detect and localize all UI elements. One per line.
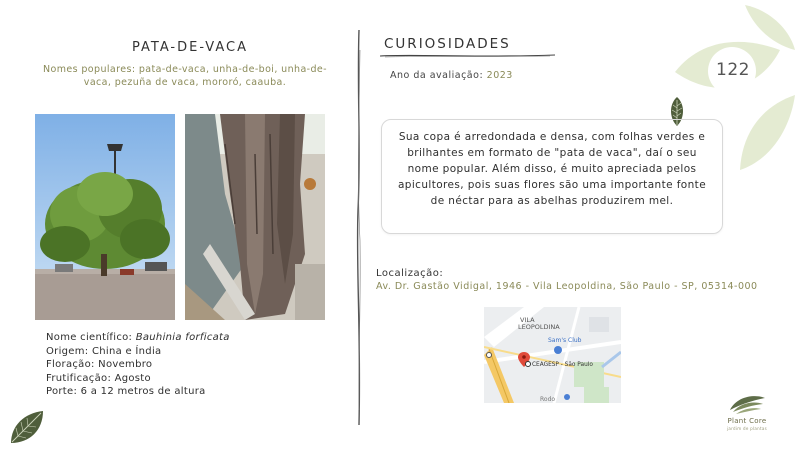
map-place: CEAGESP - São Paulo bbox=[532, 362, 593, 368]
scientific-label: Nome científico: bbox=[46, 332, 136, 343]
curiosity-card bbox=[381, 119, 723, 234]
year-label: Ano da avaliação: bbox=[390, 70, 487, 81]
map-district: VILA bbox=[520, 316, 535, 324]
popular-names: Nomes populares: pata-de-vaca, unha-de-boi, unha-de-vaca, pezuña de vaca, mororó, caauba. bbox=[42, 64, 327, 88]
plant-core-logo bbox=[727, 392, 767, 416]
map-district-2: LEOPOLDINA bbox=[518, 323, 560, 331]
brand-tagline: jardim de plantas bbox=[726, 426, 768, 431]
curiosities-heading: CURIOSIDADES bbox=[384, 36, 511, 52]
location-label: Localização: bbox=[376, 268, 444, 279]
plant-info bbox=[46, 331, 230, 399]
year-value: 2023 bbox=[486, 70, 513, 81]
flowering: Floração: Novembro bbox=[46, 359, 153, 371]
tree-photo bbox=[35, 114, 175, 320]
page-number: 122 bbox=[716, 60, 750, 80]
scientific-name-line bbox=[46, 331, 230, 345]
leaf-icon bbox=[8, 408, 46, 446]
plant-name: PATA-DE-VACA bbox=[132, 40, 248, 55]
size: Porte: 6 a 12 metros de altura bbox=[46, 386, 206, 398]
location-address: Av. Dr. Gastão Vidigal, 1946 - Vila Leopoldina, São Paulo - SP, 05314-000 bbox=[376, 281, 758, 292]
heading-underline bbox=[380, 52, 555, 60]
store-pin-icon bbox=[554, 346, 562, 354]
location-map[interactable] bbox=[484, 307, 621, 403]
trunk-photo bbox=[185, 114, 325, 320]
origin: Origem: China e Índia bbox=[46, 345, 162, 357]
scientific-name: Bauhinia forficata bbox=[135, 332, 230, 343]
fruiting: Frutificação: Agosto bbox=[46, 372, 151, 384]
brand-name: Plant Core bbox=[727, 417, 767, 425]
column-divider bbox=[353, 30, 365, 425]
leaf-shape bbox=[740, 95, 795, 170]
map-road: Rodo bbox=[540, 396, 556, 403]
evaluation-year bbox=[390, 70, 513, 81]
map-store: Sam's Club bbox=[548, 337, 582, 344]
curiosity-text: Sua copa é arredondada e densa, com folhas verdes e brilhantes em formato de "pata de vaca", daí o seu nome popular. Além disso, é muito apreciada pelos apicultores, pois suas flores são uma importante fonte de néctar para as abelhas produzirem mel. bbox=[397, 131, 707, 207]
